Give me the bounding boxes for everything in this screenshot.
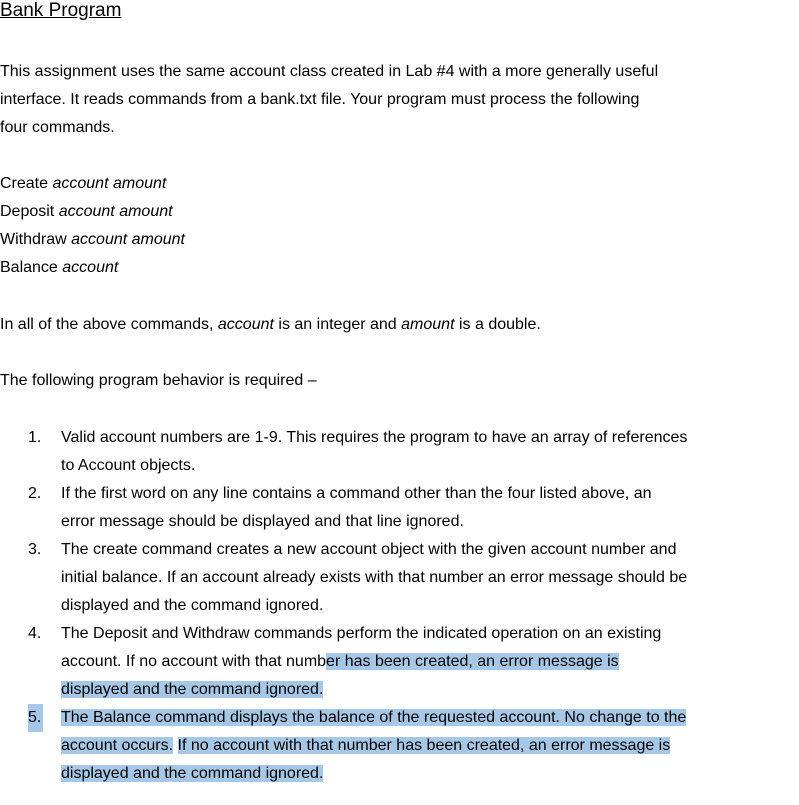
intro-line: This assignment uses the same account class created in Lab #4 with a more generally useful bbox=[0, 63, 659, 80]
command-deposit bbox=[0, 198, 790, 226]
intro-line: four commands. bbox=[0, 119, 115, 136]
list-item bbox=[0, 424, 799, 480]
list-line bbox=[61, 704, 799, 732]
command-withdraw bbox=[0, 226, 790, 254]
list-number: 2. bbox=[28, 485, 42, 502]
list-item bbox=[0, 620, 799, 704]
term-amount: amount bbox=[401, 316, 455, 333]
list-line: The create command creates a new account object with the given account number and bbox=[61, 541, 677, 558]
list-item bbox=[0, 704, 799, 788]
intro-line: interface. It reads commands from a bank.txt file. Your program must process the following bbox=[0, 91, 640, 108]
selected-text[interactable]: If no account with that number has been created, an error message is bbox=[177, 737, 671, 754]
list-line: initial balance. If an account already exists with that number an error message should be bbox=[61, 569, 688, 586]
list-line: The Deposit and Withdraw commands perform the indicated operation on an existing bbox=[61, 625, 662, 642]
selected-text[interactable]: er has been created, an error message is bbox=[326, 653, 619, 670]
selected-text[interactable]: account occurs. bbox=[61, 737, 174, 754]
command-args: account bbox=[62, 259, 119, 276]
command-verb: Balance bbox=[0, 259, 58, 276]
command-args: account amount bbox=[58, 203, 173, 220]
list-line bbox=[61, 760, 799, 788]
list-item bbox=[0, 480, 799, 536]
types-paragraph bbox=[0, 311, 790, 339]
list-line bbox=[61, 732, 799, 760]
types-text: is a double. bbox=[454, 316, 541, 333]
page-title: Bank Program bbox=[0, 0, 122, 21]
list-line: Valid account numbers are 1-9. This requires the program to have an array of references bbox=[61, 429, 688, 446]
command-args: account amount bbox=[71, 231, 185, 248]
command-balance bbox=[0, 254, 790, 282]
intro-paragraph bbox=[0, 58, 790, 142]
requirements-list bbox=[0, 424, 799, 788]
list-text: account. If no account with that numb bbox=[61, 653, 327, 670]
list-line: to Account objects. bbox=[61, 457, 196, 474]
command-list bbox=[0, 170, 790, 282]
command-verb: Withdraw bbox=[0, 231, 67, 248]
selected-text[interactable]: The Balance command displays the balance of the requested account. No change to the bbox=[61, 709, 687, 726]
list-item bbox=[0, 536, 799, 620]
list-number: 1. bbox=[28, 429, 42, 446]
list-line bbox=[61, 648, 799, 676]
command-args: account amount bbox=[52, 175, 167, 192]
command-verb: Deposit bbox=[0, 203, 55, 220]
command-create bbox=[0, 170, 790, 198]
behavior-intro-text: The following program behavior is required – bbox=[0, 372, 317, 389]
behavior-intro bbox=[0, 367, 790, 395]
selected-text[interactable]: displayed and the command ignored. bbox=[61, 765, 324, 782]
command-verb: Create bbox=[0, 175, 49, 192]
list-line: displayed and the command ignored. bbox=[61, 597, 324, 614]
term-account: account bbox=[217, 316, 274, 333]
types-line bbox=[0, 311, 790, 339]
selected-text[interactable]: displayed and the command ignored. bbox=[61, 681, 324, 698]
list-number: 3. bbox=[28, 541, 42, 558]
list-line bbox=[61, 676, 799, 704]
list-line: If the first word on any line contains a command other than the four listed above, an bbox=[61, 485, 652, 502]
list-line: error message should be displayed and that line ignored. bbox=[61, 513, 464, 530]
list-number: 4. bbox=[28, 625, 42, 642]
types-text: is an integer and bbox=[273, 316, 402, 333]
types-text: In all of the above commands, bbox=[0, 316, 218, 333]
list-number-selected[interactable]: 5. bbox=[28, 704, 43, 732]
